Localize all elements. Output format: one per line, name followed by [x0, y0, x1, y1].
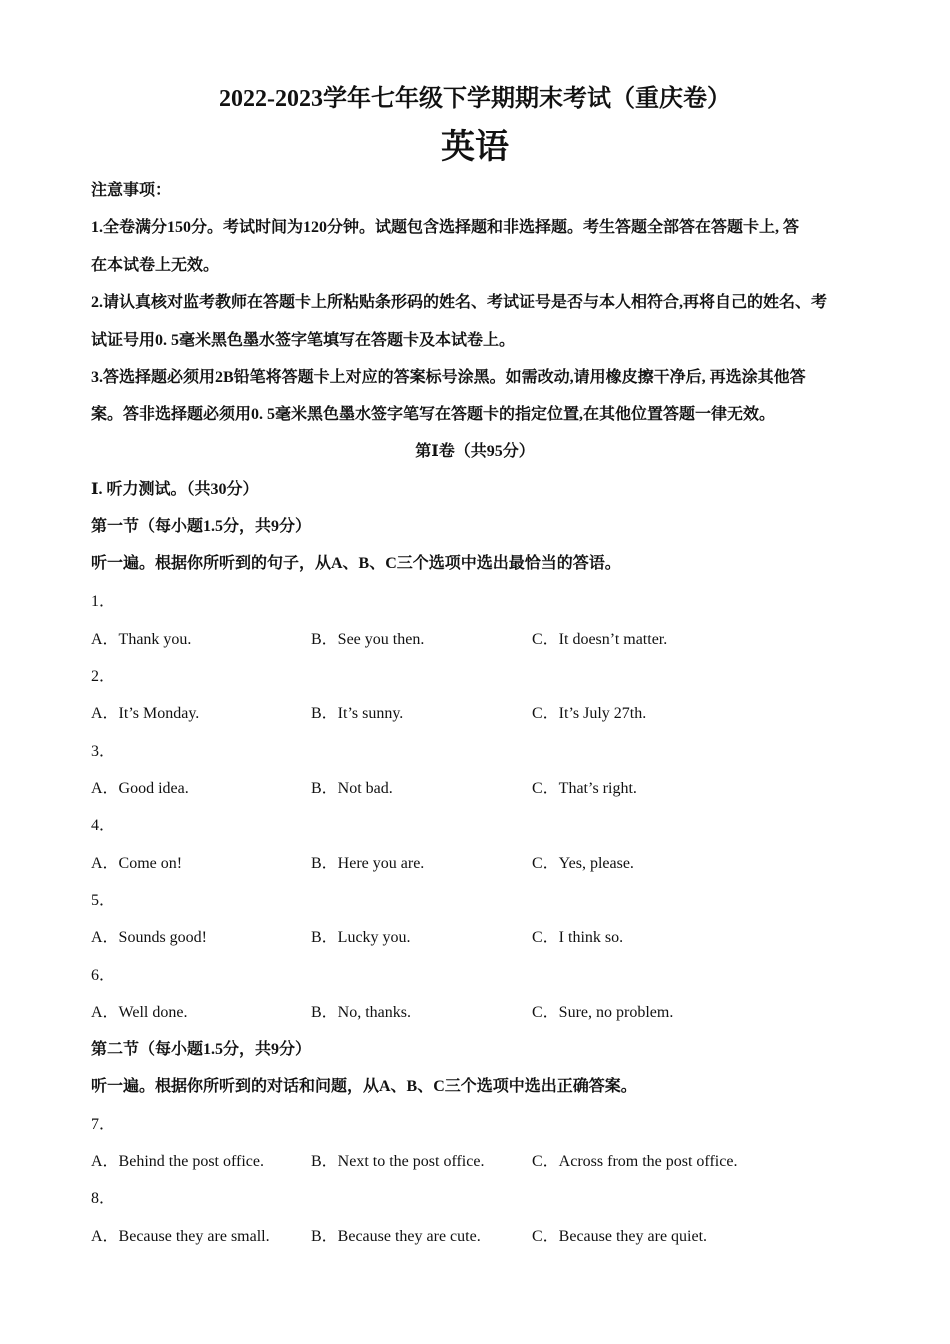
option-b: B．Because they are cute.: [311, 1228, 481, 1245]
question-number: 7．: [91, 1116, 116, 1133]
option-c: C．It doesn’t matter.: [532, 631, 668, 648]
option-c: C．Yes, please.: [532, 855, 634, 872]
question-number: 6．: [91, 967, 116, 984]
section-instruction: 听一遍。根据你所听到的句子，从A、B、C三个选项中选出最恰当的答语。: [91, 555, 621, 572]
option-b: B．Lucky you.: [311, 929, 411, 946]
option-a: A．Well done.: [91, 1004, 188, 1021]
option-c: C．I think so.: [532, 929, 624, 946]
option-b: B．No, thanks.: [311, 1004, 412, 1021]
question-number: 4．: [91, 817, 116, 834]
option-a: A．Come on!: [91, 855, 183, 872]
notice-line: 在本试卷上无效。: [91, 257, 220, 274]
subject-title: 英语: [441, 129, 509, 166]
section-heading: 第二节（每小题1.5分，共9分）: [91, 1041, 312, 1058]
option-b: B．Not bad.: [311, 780, 393, 797]
notice-heading: 注意事项：: [91, 182, 172, 199]
option-b: B．It’s sunny.: [311, 705, 404, 722]
question-number: 5．: [91, 892, 116, 909]
volume-heading: 第Ⅰ卷（共95分）: [415, 443, 535, 460]
option-a: A．Because they are small.: [91, 1228, 270, 1245]
question-number: 1．: [91, 593, 116, 610]
notice-line: 案。答非选择题必须用0. 5毫米黑色墨水签字笔写在答题卡的指定位置,在其他位置答题一律无效。: [91, 406, 776, 423]
question-number: 3．: [91, 743, 116, 760]
notice-line: 3.答选择题必须用2B铅笔将答题卡上对应的答案标号涂黑。如需改动,请用橡皮擦干净后, 再选涂其他答: [91, 369, 806, 386]
option-b: B．Next to the post office.: [311, 1153, 485, 1170]
option-a: A．Sounds good!: [91, 929, 208, 946]
option-a: A．It’s Monday.: [91, 705, 200, 722]
option-b: B．Here you are.: [311, 855, 425, 872]
option-a: A．Good idea.: [91, 780, 189, 797]
notice-line: 试证号用0. 5毫米黑色墨水签字笔填写在答题卡及本试卷上。: [91, 332, 516, 349]
exam-title: 2022-2023学年七年级下学期期末考试（重庆卷）: [219, 86, 731, 112]
notice-line: 2.请认真核对监考教师在答题卡上所粘贴条形码的姓名、考试证号是否与本人相符合,再将自己的姓名、考: [91, 294, 828, 311]
option-c: C．It’s July 27th.: [532, 705, 647, 722]
option-c: C．Because they are quiet.: [532, 1228, 708, 1245]
notice-line: 1.全卷满分150分。考试时间为120分钟。试题包含选择题和非选择题。考生答题全部答在答题卡上, 答: [91, 219, 800, 236]
option-c: C．Sure, no problem.: [532, 1004, 674, 1021]
question-number: 2．: [91, 668, 116, 685]
option-c: C．Across from the post office.: [532, 1153, 738, 1170]
option-c: C．That’s right.: [532, 780, 637, 797]
section-instruction: 听一遍。根据你所听到的对话和问题，从A、B、C三个选项中选出正确答案。: [91, 1078, 637, 1095]
section-heading: 第一节（每小题1.5分，共9分）: [91, 518, 312, 535]
question-number: 8．: [91, 1190, 116, 1207]
option-a: A．Thank you.: [91, 631, 192, 648]
part-heading: Ⅰ. 听力测试。（共30分）: [91, 481, 259, 498]
option-b: B．See you then.: [311, 631, 425, 648]
option-a: A．Behind the post office.: [91, 1153, 265, 1170]
